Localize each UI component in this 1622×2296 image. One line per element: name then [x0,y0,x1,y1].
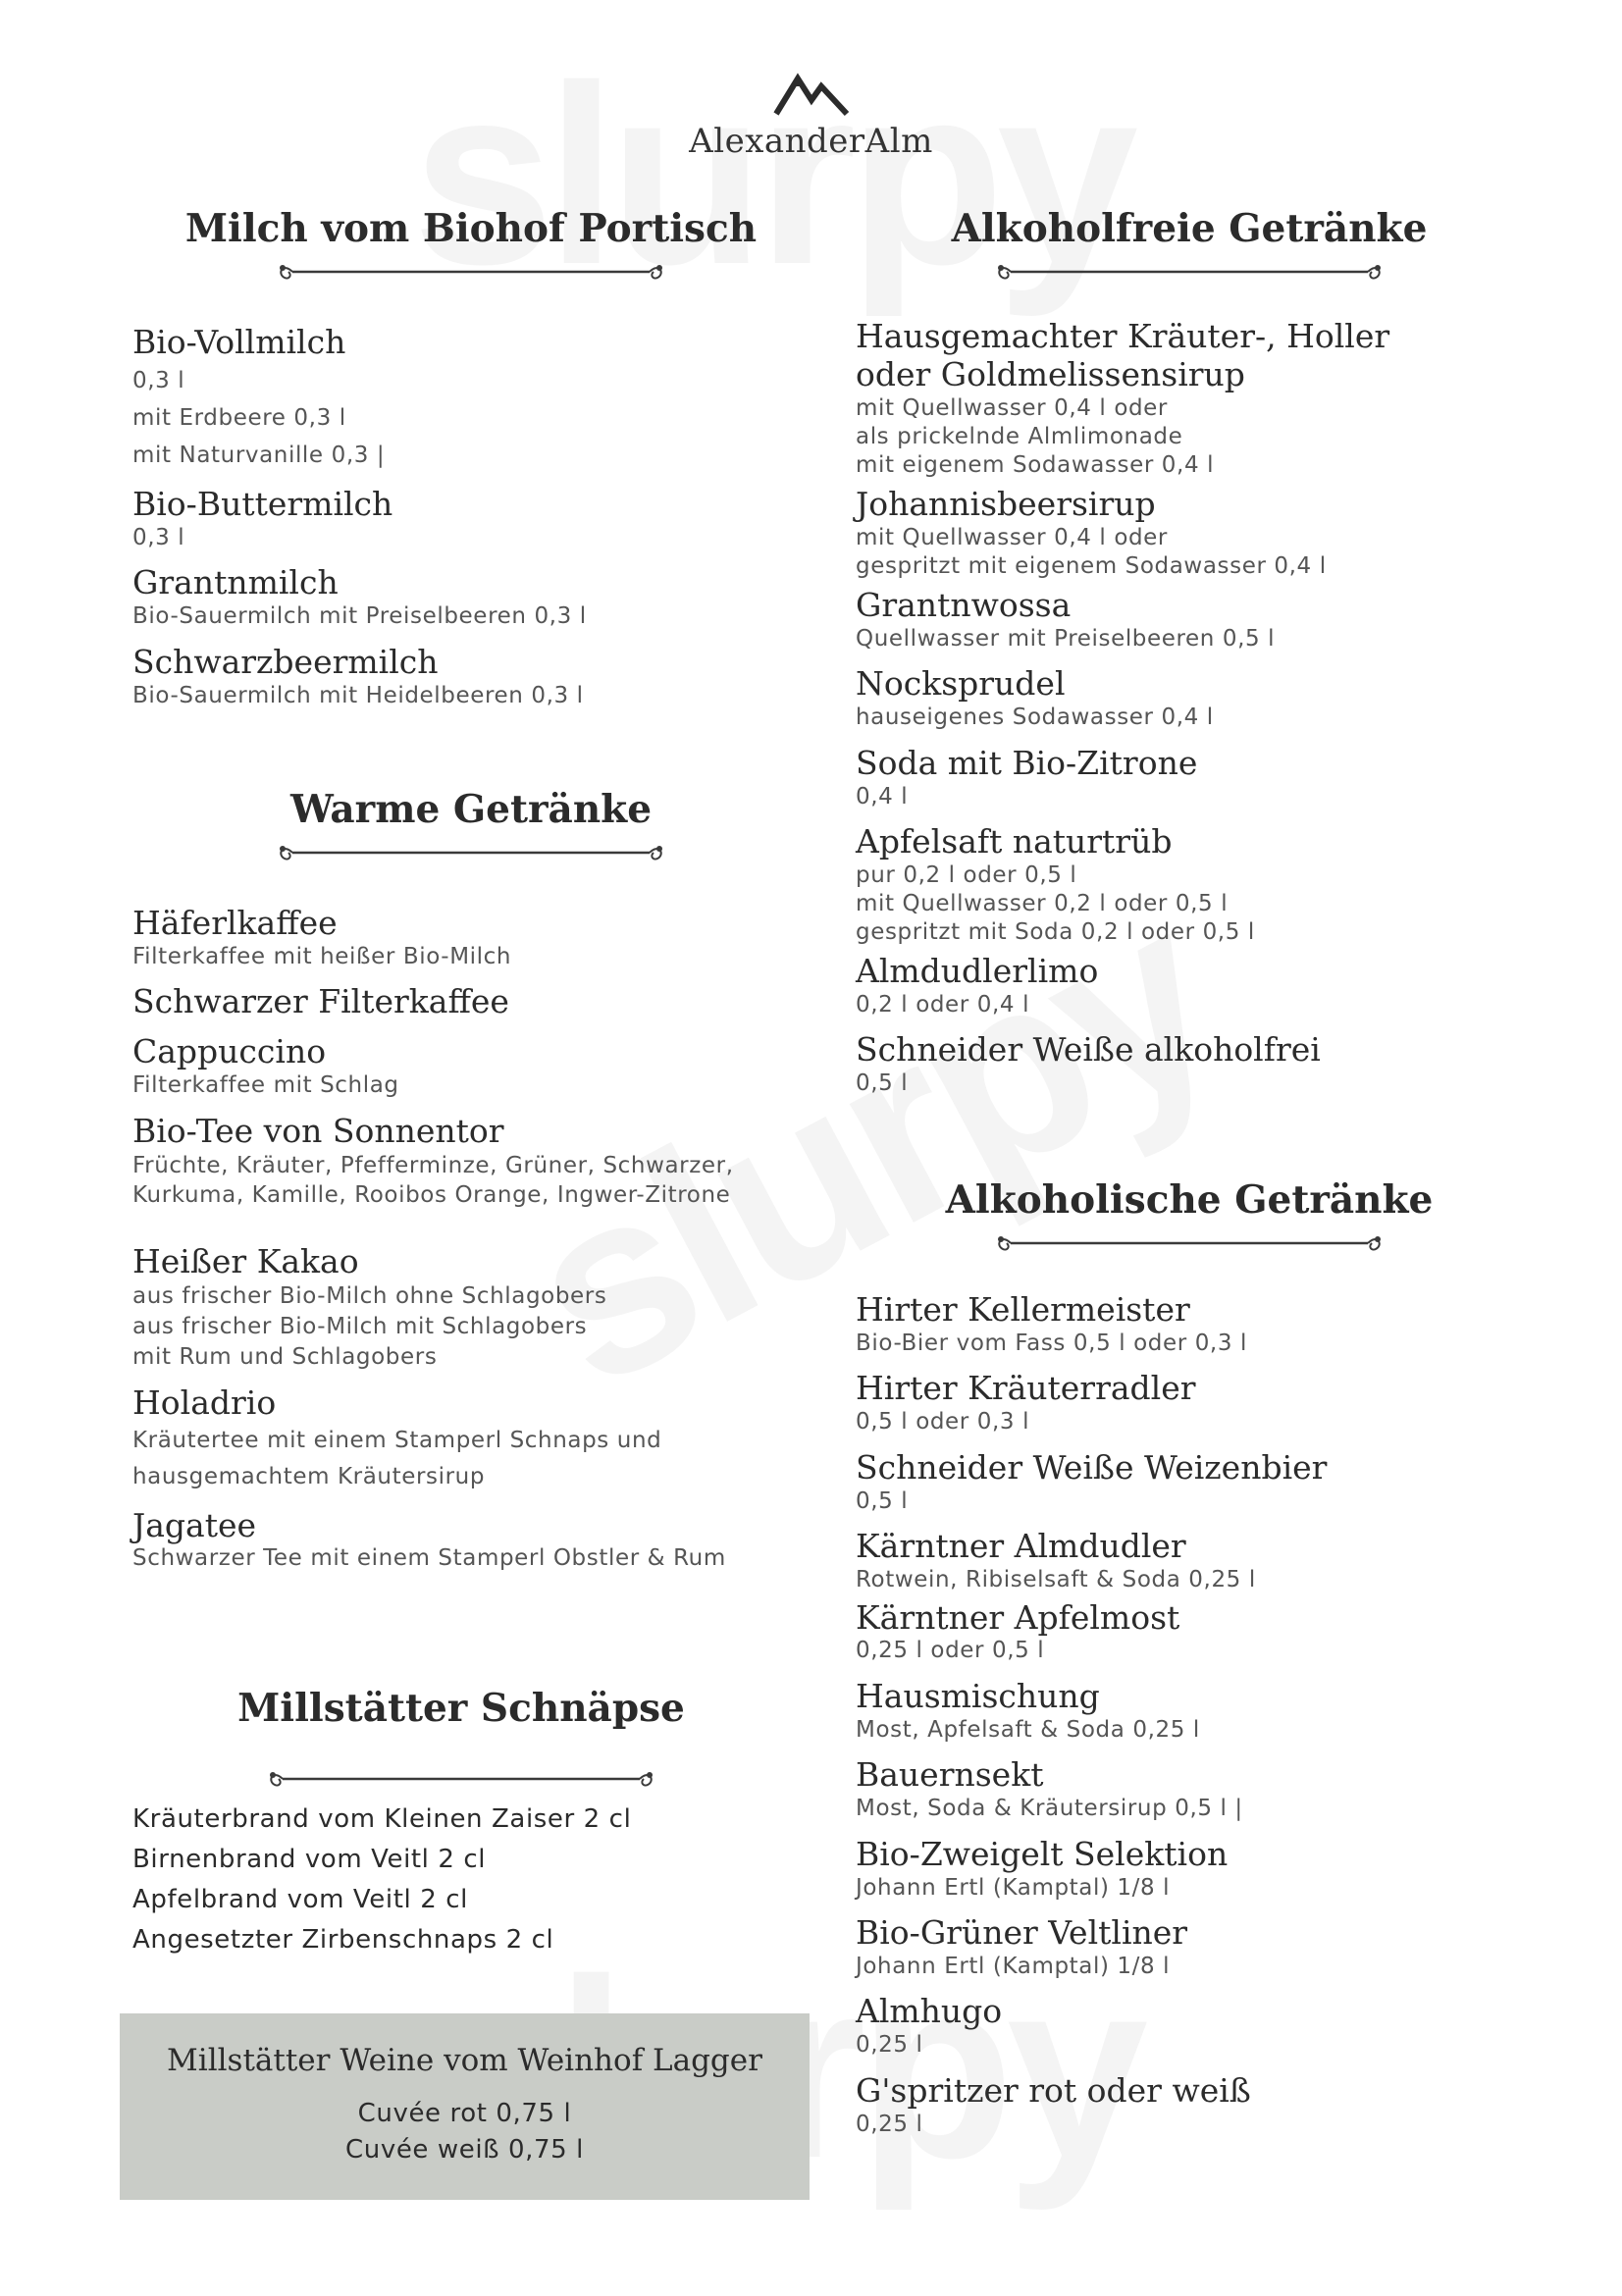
item-name: Hausmischung [856,1676,1100,1715]
menu-item [132,1507,810,1574]
item-name: Hirter Kräuterradler [856,1369,1196,1408]
item-desc: Johann Ertl (Kamptal) 1/8 l [856,1874,1171,1901]
item-name: Schneider Weiße alkoholfrei [856,1030,1321,1070]
menu-item [856,587,1523,653]
item-name: Kärntner Almdudler [856,1527,1186,1566]
item-desc: mit Rum und Schlagobers [132,1343,438,1370]
item-desc: mit eigenem Sodawasser 0,4 l [856,451,1215,478]
menu-item [856,318,1523,480]
item-desc: 0,5 l [856,1487,909,1514]
item-desc: gespritzt mit eigenem Sodawasser 0,4 l [856,552,1327,579]
item-desc: 0,25 l [856,2111,923,2137]
alkoholfrei-items [856,318,1523,1111]
item-desc: gespritzt mit Soda 0,2 l oder 0,5 l [856,918,1255,945]
item-desc: Filterkaffee mit Schlag [132,1072,399,1099]
item-name: Grantnwossa [856,585,1072,624]
item-name: Bio-Grüner Veltliner [856,1913,1188,1952]
item-name: Holadrio [132,1383,277,1422]
menu-item [856,486,1523,581]
item-name: Hausgemachter Kräuter-, Holler oder Goldmelissensirup [856,317,1390,393]
item-desc: Bio-Sauermilch mit Heidelbeeren 0,3 l [132,682,584,708]
item-name: Bio-Zweigelt Selektion [856,1834,1229,1873]
ornament-divider [265,1767,657,1793]
item-name: Jagatee [132,1505,257,1544]
item-desc: Früchte, Kräuter, Pfefferminze, Grüner, Schwarzer, [132,1152,734,1178]
item-name: Schneider Weiße Weizenbier [856,1447,1328,1487]
item-name: Nocksprudel [856,664,1066,704]
item-desc: mit Naturvanille 0,3 | [132,442,386,468]
item-desc: 0,2 l oder 0,4 l [856,991,1030,1018]
item-desc: aus frischer Bio-Milch ohne Schlagobers [132,1282,607,1309]
item-desc: 0,5 l [856,1070,909,1097]
ornament-divider [993,1231,1386,1257]
menu-item [856,1836,1523,1903]
item-desc: mit Quellwasser 0,4 l oder [856,394,1168,421]
menu-item [856,1599,1523,1666]
list-item: Angesetzter Zirbenschnaps 2 cl [132,1925,554,1955]
ornament-divider [275,841,667,866]
item-name: Bio-Buttermilch [132,484,393,523]
list-item: Kräuterbrand vom Kleinen Zaiser 2 cl [132,1804,632,1834]
menu-item [132,983,810,1021]
alkoholisch-items [856,1291,1523,2151]
item-name: Soda mit Bio-Zitrone [856,743,1198,782]
menu-item [856,1031,1523,1098]
item-name: Apfelsaft naturtrüb [856,821,1173,861]
item-desc: Bio-Sauermilch mit Preiselbeeren 0,3 l [132,603,587,630]
menu-item [132,1033,810,1100]
logo [0,71,1622,161]
item-desc: Schwarzer Tee mit einem Stamperl Obstler & Rum [132,1545,726,1572]
item-desc: Most, Soda & Kräutersirup 0,5 l | [856,1796,1243,1822]
section-alkoholisch [856,1177,1523,1257]
item-desc: Quellwasser mit Preiselbeeren 0,5 l [856,625,1276,652]
wine-box-title: Millstätter Weine vom Weinhof Lagger [167,2043,762,2078]
item-desc: Rotwein, Ribiselsaft & Soda 0,25 l [856,1567,1256,1593]
item-desc: hausgemachtem Kräutersirup [132,1463,486,1489]
menu-item [856,1993,1523,2060]
warm-items [132,905,810,1586]
item-name: Almhugo [856,1992,1003,2031]
item-desc: Kräutertee mit einem Stamperl Schnaps und [132,1427,662,1453]
item-desc: mit Quellwasser 0,2 l oder 0,5 l [856,890,1229,916]
menu-item [856,1291,1523,1358]
menu-item [856,823,1523,947]
item-name: Cappuccino [132,1032,327,1071]
brand-name: AlexanderAlm [689,122,933,161]
item-name: Bauernsekt [856,1755,1044,1795]
menu-item [132,564,810,631]
menu-item [132,905,810,971]
list-item: Apfelbrand vom Veitl 2 cl [132,1885,468,1914]
menu-item [856,2072,1523,2139]
mountain-icon [772,71,851,118]
section-title-schnaps: Millstätter Schnäpse [237,1686,685,1731]
item-name: Hirter Kellermeister [856,1290,1190,1329]
item-name: Schwarzer Filterkaffee [132,982,509,1021]
item-name: Häferlkaffee [132,904,338,942]
item-name: Kärntner Apfelmost [856,1597,1180,1637]
menu-item [856,1756,1523,1823]
ornament-divider [275,260,667,286]
item-desc: Filterkaffee mit heißer Bio-Milch [132,943,512,969]
item-desc: mit Erdbeere 0,3 l [132,404,346,431]
menu-item [132,1384,810,1495]
item-desc: als prickelnde Almlimonade [856,423,1183,449]
section-alkoholfrei [856,206,1523,286]
item-desc: Kurkuma, Kamille, Rooibos Orange, Ingwer-Zitrone [132,1181,731,1208]
ornament-divider [993,260,1386,286]
list-item: Cuvée weiß 0,75 l [345,2135,584,2165]
section-title-warm: Warme Getränke [289,787,653,832]
item-desc: pur 0,2 l oder 0,5 l [856,861,1077,888]
item-desc: Johann Ertl (Kamptal) 1/8 l [856,1953,1171,1979]
item-desc: 0,3 l [132,524,185,550]
section-title-milch: Milch vom Biohof Portisch [184,206,758,251]
item-desc: 0,25 l oder 0,5 l [856,1638,1045,1664]
list-item: Cuvée rot 0,75 l [357,2099,572,2128]
item-name: Almdudlerlimo [856,951,1099,990]
item-desc: 0,5 l oder 0,3 l [856,1409,1030,1435]
section-milch [132,206,810,286]
menu-item [856,1370,1523,1436]
item-desc: 0,25 l [856,2032,923,2059]
item-name: Bio-Vollmilch [132,323,346,361]
menu-item [856,1678,1523,1745]
wine-box [120,2013,810,2200]
menu-item [856,1914,1523,1981]
menu-item [856,665,1523,732]
menu-item [132,644,810,710]
item-desc: Most, Apfelsaft & Soda 0,25 l [856,1716,1200,1743]
menu-item [856,745,1523,811]
menu-item [132,324,810,474]
item-desc: Bio-Bier vom Fass 0,5 l oder 0,3 l [856,1330,1247,1356]
item-name: Johannisbeersirup [856,484,1156,523]
menu-item [856,1528,1523,1594]
list-item: Birnenbrand vom Veitl 2 cl [132,1845,487,1874]
item-desc: hauseigenes Sodawasser 0,4 l [856,704,1214,731]
milch-items [132,324,810,722]
section-title-alkoholisch: Alkoholische Getränke [945,1177,1434,1223]
item-name: G'spritzer rot oder weiß [856,2070,1251,2110]
item-name: Schwarzbeermilch [132,642,439,681]
item-name: Grantnmilch [132,563,339,602]
schnaps-list [132,1800,810,1960]
wine-list [120,2096,810,2168]
menu-item [856,953,1523,1019]
section-warm [132,787,810,866]
menu-item [132,1243,810,1373]
item-desc: aus frischer Bio-Milch mit Schlagobers [132,1313,588,1339]
menu-item [132,1113,810,1210]
section-schnaps [123,1686,800,1793]
menu-item [132,486,810,552]
item-desc: mit Quellwasser 0,4 l oder [856,524,1168,550]
item-name: Bio-Tee von Sonnentor [132,1111,504,1150]
menu-item [856,1449,1523,1516]
item-desc: 0,3 l [132,367,185,393]
section-title-alkoholfrei: Alkoholfreie Getränke [951,206,1428,251]
item-name: Heißer Kakao [132,1241,359,1280]
item-desc: 0,4 l [856,783,909,809]
